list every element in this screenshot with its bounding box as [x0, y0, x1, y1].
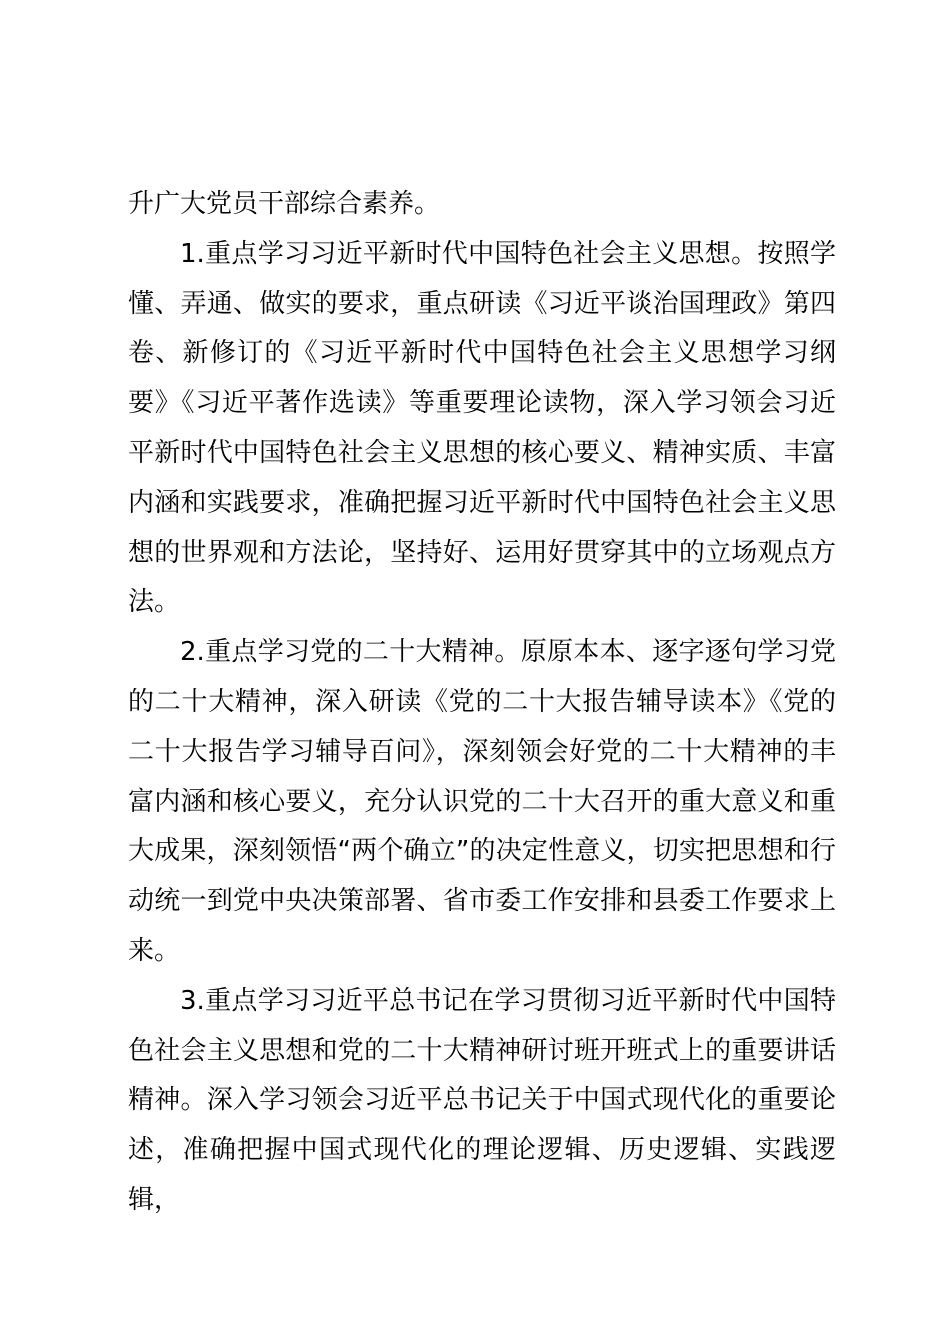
document-body	[128, 180, 836, 1226]
paragraph-continuation: 升广大党员干部综合素养。	[128, 189, 441, 219]
paragraph-item-3: 3.重点学习习近平总书记在学习贯彻习近平新时代中国特色社会主义思想和党的二十大精神研讨班开班式上的重要讲话精神。深入学习领会习近平总书记关于中国式现代化的重要论述，准确把握中国式现代化的理论逻辑、历史逻辑、实践逻辑，	[128, 985, 836, 1215]
paragraph-item-1: 1.重点学习习近平新时代中国特色社会主义思想。按照学懂、弄通、做实的要求，重点研读《习近平谈治国理政》第四卷、新修订的《习近平新时代中国特色社会主义思想学习纲要》《习近平著作选读》等重要理论读物，深入学习领会习近平新时代中国特色社会主义思想的核心要义、精神实质、丰富内涵和实践要求，准确把握习近平新时代中国特色社会主义思想的世界观和方法论，坚持好、运用好贯穿其中的立场观点方法。	[128, 238, 836, 618]
paragraph-item-2: 2.重点学习党的二十大精神。原原本本、逐字逐句学习党的二十大精神，深入研读《党的二十大报告辅导读本》《党的二十大报告学习辅导百问》，深刻领会好党的二十大精神的丰富内涵和核心要义，充分认识党的二十大召开的重大意义和重大成果，深刻领悟“两个确立”的决定性意义，切实把思想和行动统一到党中央决策部署、省市委工作安排和县委工作要求上来。	[128, 637, 836, 966]
